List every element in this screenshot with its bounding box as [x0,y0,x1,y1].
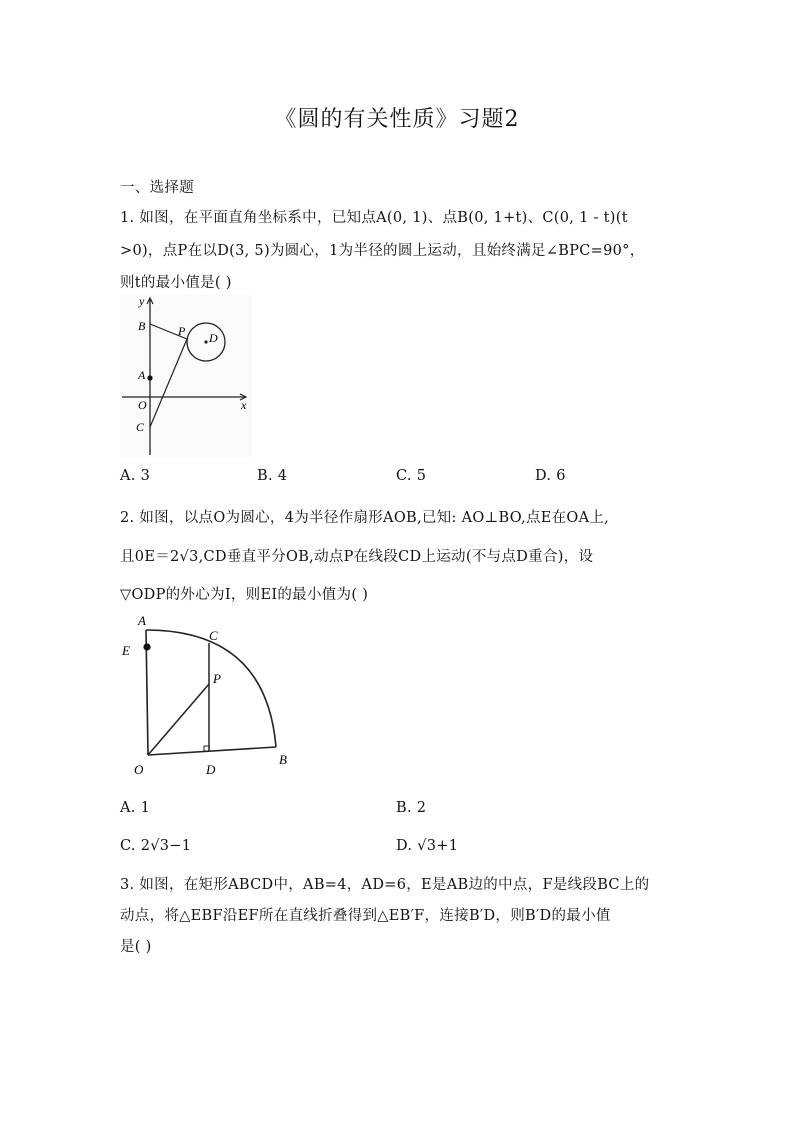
q1-text-line-3: 则t的最小值是( ) [120,275,232,291]
q2-radius-ob [148,747,276,755]
q2-option-c: C. 2√3−1 [120,838,192,854]
q1-label-c: C [136,420,145,434]
q3-text-line-1: 3. 如图，在矩形ABCD中，AB=4，AD=6，E是AB边的中点，F是线段BC上的 [120,877,650,893]
q1-text-line-2: >0)，点P在以D(3, 5)为圆心，1为半径的圆上运动，且始终满足∠BPC=90°， [120,243,645,259]
q3-text-line-3: 是( ) [120,939,152,955]
q1-figure [118,293,254,459]
q1-option-d: D. 6 [535,468,566,484]
q2-text-line-1: 2. 如图，以点O为圆心，4为半径作扇形AOB,已知: AO⊥BO,点E在OA上, [120,510,610,526]
q2-label-o: O [134,762,144,777]
q2-segment-op [148,684,209,755]
q2-label-a: A [138,613,146,628]
q2-option-a: A. 1 [120,800,151,816]
q2-arc-ab [146,630,276,747]
q2-label-b: B [279,752,287,767]
q1-option-b: B. 4 [257,468,288,484]
section-heading: 一、选择题 [120,180,194,196]
q1-label-d: D [209,331,218,345]
q2-figure [116,610,300,780]
q1-label-a: A [138,368,146,382]
q2-text-line-2: 且0E＝2√3,CD垂直平分OB,动点P在线段CD上运动(不与点D重合)，设 [120,549,594,565]
q1-option-c: C. 5 [396,468,427,484]
q1-label-p: P [178,324,186,338]
q1-label-b: B [138,319,146,333]
q1-option-a: A. 3 [120,468,151,484]
q1-point-d [204,340,207,343]
q2-label-p: P [213,671,221,686]
q1-label-x: x [241,398,247,412]
q1-text-line-1: 1. 如图，在平面直角坐标系中，已知点A(0, 1)、点B(0, 1+t)、C(0, 1 - t)(t [120,210,628,226]
q2-label-d: D [206,762,216,777]
q2-label-c: C [209,628,218,643]
q2-point-e [143,643,150,650]
q2-option-b: B. 2 [396,800,427,816]
q1-point-a [147,375,152,380]
q2-label-e: E [122,643,130,658]
q2-option-d: D. √3+1 [396,838,459,854]
q1-label-o: O [138,398,147,412]
page-title: 《圆的有关性质》习题2 [274,107,520,132]
q3-text-line-2: 动点，将△EBF沿EF所在直线折叠得到△EB′F，连接B′D，则B′D的最小值 [120,908,611,924]
q1-label-y: y [139,294,145,308]
q2-text-line-3: ▽ODP的外心为I，则EI的最小值为( ) [120,587,369,603]
